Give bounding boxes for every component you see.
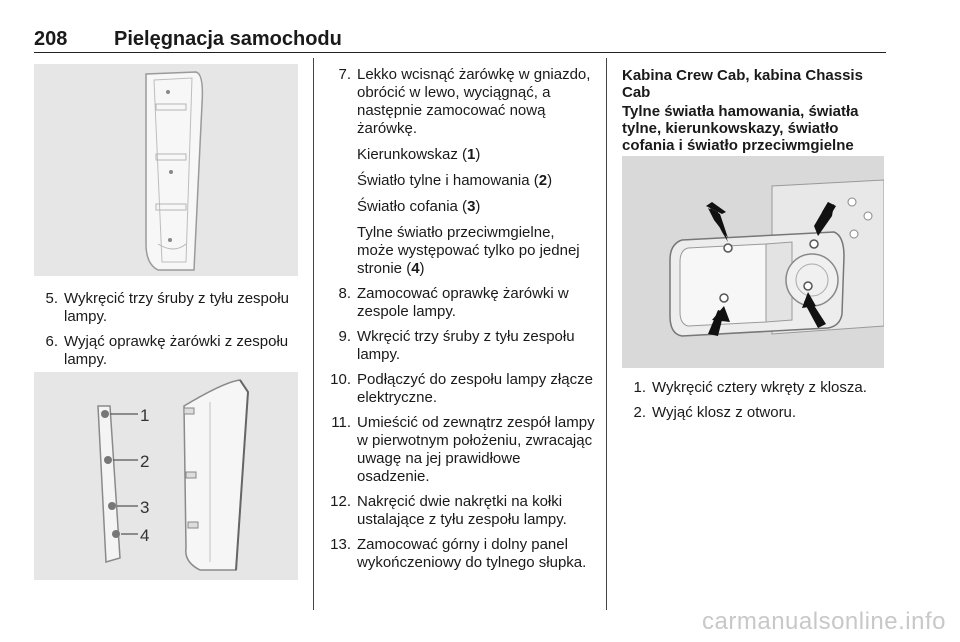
step-text: Wyjąć klosz z otworu. <box>652 404 797 421</box>
step-number: 1. <box>633 379 646 396</box>
rear-lamp-housing-figure <box>34 64 298 276</box>
step-text: Nakręcić dwie nakrętki na kołki ustalające z tyłu zespołu lampy. <box>357 493 567 528</box>
step-item <box>327 371 595 407</box>
callout-2: 2 <box>140 452 150 471</box>
col1-steps <box>34 290 300 376</box>
callout-4: 4 <box>140 526 150 545</box>
page-header <box>34 28 886 53</box>
section-heading <box>622 67 884 154</box>
step-item <box>327 66 595 278</box>
step-number: 9. <box>338 328 351 345</box>
step-text: Wkręcić trzy śruby z tyłu zespołu lampy. <box>357 328 575 363</box>
step-number: 6. <box>45 333 58 350</box>
step-text: Lekko wcisnąć żarówkę w gniazdo, obrócić w lewo, wyciągnąć, a następnie zamocować nową żarówkę. <box>357 66 591 137</box>
step-item <box>327 493 595 529</box>
crew-cab-lamp-figure <box>622 156 884 368</box>
lights-subheading: Tylne światła hamowania, światła tylne, kierunkowskazy, światło cofania i światło przeciwmgielne <box>622 103 859 154</box>
column-divider <box>313 58 314 610</box>
cab-type-heading: Kabina Crew Cab, kabina Chassis Cab <box>622 67 863 101</box>
step-item <box>622 379 884 397</box>
step-number: 8. <box>338 285 351 302</box>
step-number: 5. <box>45 290 58 307</box>
step-item <box>327 285 595 321</box>
step-text: Zamocować górny i dolny panel wykończeniowy do tylnego słupka. <box>357 536 587 571</box>
watermark: carmanualsonline.info <box>702 608 946 635</box>
step-item <box>622 404 884 422</box>
bulb-item: Światło tylne i hamowania (2) <box>357 172 553 189</box>
page-title: Pielęgnacja samochodu <box>114 28 342 50</box>
step-text: Wykręcić cztery wkręty z klosza. <box>652 379 867 396</box>
step-text: Podłączyć do zespołu lampy złącze elektryczne. <box>357 371 593 406</box>
bulb-holder-figure <box>34 372 298 580</box>
bulb-item: Światło cofania (3) <box>357 198 481 215</box>
step-number: 11. <box>331 414 351 431</box>
step-text: Wyjąć oprawkę żarówki z zespołu lampy. <box>64 333 289 368</box>
bulb-item: Tylne światło przeciwmgielne, może występować tylko po jednej stronie (4) <box>357 224 580 277</box>
callout-1: 1 <box>140 406 150 425</box>
step-item <box>327 328 595 364</box>
step-item <box>34 333 300 369</box>
bulb-item: Kierunkowskaz (1) <box>357 146 481 163</box>
step-item <box>327 414 595 486</box>
step-item <box>327 536 595 572</box>
step-number: 7. <box>338 66 351 83</box>
step-number: 2. <box>633 404 646 421</box>
column-divider <box>606 58 607 610</box>
step-text: Wykręcić trzy śruby z tyłu zespołu lampy. <box>64 290 289 325</box>
page-number: 208 <box>34 28 68 50</box>
step-text: Zamocować oprawkę żarówki w zespole lampy. <box>357 285 569 320</box>
step-number: 10. <box>330 371 351 388</box>
callout-3: 3 <box>140 498 150 517</box>
step-item <box>34 290 300 326</box>
step-number: 13. <box>330 536 351 553</box>
step-text: Umieścić od zewnątrz zespół lampy w pierwotnym położeniu, zwracając uwagę na jej prawidłowe osadzenie. <box>357 414 595 485</box>
col3-steps <box>622 379 884 429</box>
col2-steps <box>327 66 595 579</box>
step-number: 12. <box>330 493 351 510</box>
